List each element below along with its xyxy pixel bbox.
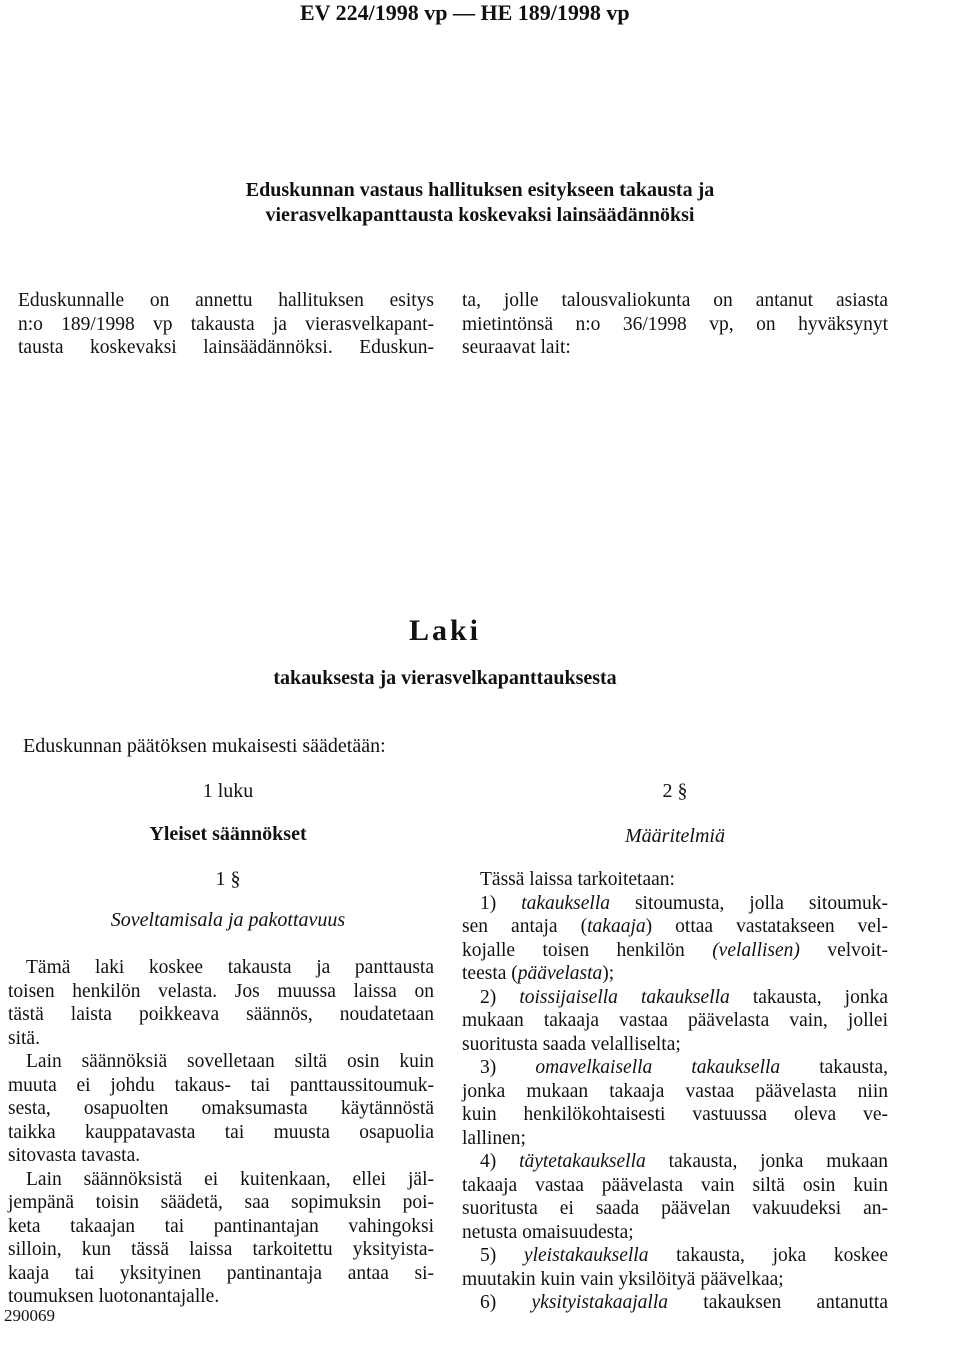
enactment-clause: Eduskunnan päätöksen mukaisesti säädetään:	[23, 735, 386, 757]
law-subtitle: takauksesta ja vierasvelkapanttauksesta	[273, 667, 617, 689]
defined-term: takauksella	[521, 892, 611, 914]
chapter-title: Yleiset säännökset	[149, 823, 307, 845]
definition-text: velvoit-	[799, 939, 888, 961]
body-line: taikka kauppatavasta tai muusta osapuolia	[8, 1121, 434, 1143]
defined-term: toissijaisella takauksella	[519, 986, 730, 1008]
definition-text: takausta, jonka	[729, 986, 888, 1008]
chapter-number: 1 luku	[202, 780, 254, 802]
document-title	[0, 178, 960, 228]
defined-term: omavelkaisella takauksella	[535, 1057, 781, 1078]
intro-right-line: seuraavat lait:	[462, 337, 571, 358]
definition-line	[462, 1197, 888, 1221]
section-2-body	[462, 868, 888, 1315]
definition-line	[462, 1056, 888, 1080]
definition-line	[462, 1244, 888, 1268]
definition-text: 3)	[480, 1057, 536, 1078]
definition-line	[462, 1268, 888, 1292]
body-line: sitovasta tavasta.	[8, 1145, 141, 1166]
body-line: toumuksen luotonantajalle.	[8, 1286, 220, 1307]
intro-left-line: n:o 189/1998 vp takausta ja vierasvelkapant-	[18, 313, 434, 335]
section-1-number: 1 §	[215, 868, 241, 890]
page-footer-code: 290069	[4, 1306, 55, 1325]
definition-line	[462, 1127, 888, 1151]
body-line: Lain säännöksiä sovelletaan siltä osin kuin	[26, 1051, 434, 1072]
definition-text: jonka mukaan takaaja vastaa päävelasta niin	[462, 1080, 888, 1102]
law-heading: Laki	[408, 614, 482, 647]
body-line: Lain säännöksistä ei kuitenkaan, ellei jäl-	[26, 1168, 434, 1190]
definition-text: 1)	[480, 892, 522, 914]
definition-text: kuin henkilökohtaisesti vastuussa oleva ve-	[462, 1104, 888, 1125]
definition-line	[462, 1080, 888, 1104]
definition-text: muutakin kuin vain yksilöityä päävelkaa;	[462, 1268, 784, 1290]
intro-right-line: mietintönsä n:o 36/1998 vp, on hyväksynyt	[462, 313, 888, 335]
definition-text: 6)	[480, 1292, 532, 1313]
body-line: keta takaajan tai pantinantajan vahingoksi	[8, 1215, 434, 1237]
definition-text: sitoumusta, jolla sitoumuk-	[610, 892, 888, 914]
defined-term: päävelasta	[517, 963, 603, 984]
definition-text: mukaan takaaja vastaa päävelasta vain, jollei	[462, 1010, 888, 1031]
section-2-number: 2 §	[662, 780, 688, 802]
definition-line	[462, 1009, 888, 1033]
definition-text: suoritusta ei saada päävelan vakuudeksi an-	[462, 1198, 888, 1219]
intro-left-column	[18, 289, 434, 360]
body-line: Tämä laki koskee takausta ja panttausta	[26, 957, 434, 978]
page-header: EV 224/1998 vp — HE 189/1998 vp	[300, 0, 630, 25]
title-line-1: Eduskunnan vastaus hallituksen esitykseen takausta ja	[245, 179, 715, 201]
body-line: muuta ei johdu takaus- tai panttaussitoumuk-	[8, 1074, 434, 1096]
definition-line	[462, 1103, 888, 1127]
section-2-title: Määritelmiä	[625, 825, 725, 847]
definition-line	[462, 962, 888, 986]
definition-line	[462, 986, 888, 1010]
definition-text: sen antaja (	[462, 916, 588, 937]
definition-line	[462, 1221, 888, 1245]
definition-text: takauksen antanutta	[668, 1292, 888, 1313]
defined-term: (velallisen)	[712, 939, 800, 961]
body-line: tästä laista poikkeava säännös, noudatetaan	[8, 1004, 434, 1025]
definition-text: takausta, joka koskee	[648, 1245, 888, 1266]
intro-left-line: Eduskunnalle on annettu hallituksen esitys	[18, 290, 434, 311]
definition-text: );	[602, 963, 615, 984]
definition-text: lallinen;	[462, 1127, 526, 1149]
body-line: kaaja tai yksityinen pantinantaja antaa si-	[8, 1262, 434, 1284]
defined-term: takaaja	[587, 916, 646, 937]
definition-text: netusta omaisuudesta;	[462, 1221, 634, 1243]
body-line: jempänä toisin säädetä, saa sopimuksin poi-	[8, 1192, 434, 1213]
definition-text: 5)	[480, 1245, 524, 1266]
definition-line	[462, 1291, 888, 1315]
definition-text: takaaja vastaa päävelasta vain siltä osin kuin	[462, 1174, 888, 1196]
definition-text: Tässä laissa tarkoitetaan:	[480, 869, 675, 890]
defined-term: yleistakauksella	[523, 1245, 649, 1266]
body-line: sitä.	[8, 1027, 40, 1049]
definition-text: suoritusta saada velalliselta;	[462, 1033, 681, 1055]
body-line: toisen henkilön velasta. Jos muussa laissa on	[8, 980, 434, 1002]
definition-line	[462, 1033, 888, 1057]
definition-text: ) ottaa vastatakseen vel-	[645, 916, 888, 937]
definition-line	[462, 1174, 888, 1198]
defined-term: täytetakauksella	[519, 1151, 646, 1172]
body-line: silloin, kun tässä laissa tarkoitettu yksityista-	[8, 1239, 434, 1260]
intro-right-line: ta, jolle talousvaliokunta on antanut asiasta	[462, 290, 888, 311]
definition-text: teesta (	[462, 963, 518, 984]
definition-line	[462, 1150, 888, 1174]
definition-text: kojalle toisen henkilön	[462, 939, 713, 961]
definition-text: 2)	[480, 986, 520, 1008]
intro-right-column	[462, 289, 888, 360]
definition-line	[462, 939, 888, 963]
title-line-2: vierasvelkapanttausta koskevaksi lainsäädännöksi	[265, 204, 695, 226]
section-1-title: Soveltamisala ja pakottavuus	[110, 909, 346, 931]
definition-text: 4)	[480, 1151, 520, 1172]
body-line: sesta, osapuolten omaksumasta käytännöstä	[8, 1098, 434, 1119]
defined-term: yksityistakaajalla	[531, 1292, 668, 1313]
definition-line	[462, 868, 888, 892]
definition-text: takausta, jonka mukaan	[645, 1151, 888, 1172]
definition-text: takausta,	[780, 1057, 888, 1078]
definition-line	[462, 915, 888, 939]
intro-left-line: tausta koskevaksi lainsäädännöksi. Eduskun-	[18, 337, 434, 358]
section-1-body	[8, 956, 434, 1309]
definition-line	[462, 892, 888, 916]
